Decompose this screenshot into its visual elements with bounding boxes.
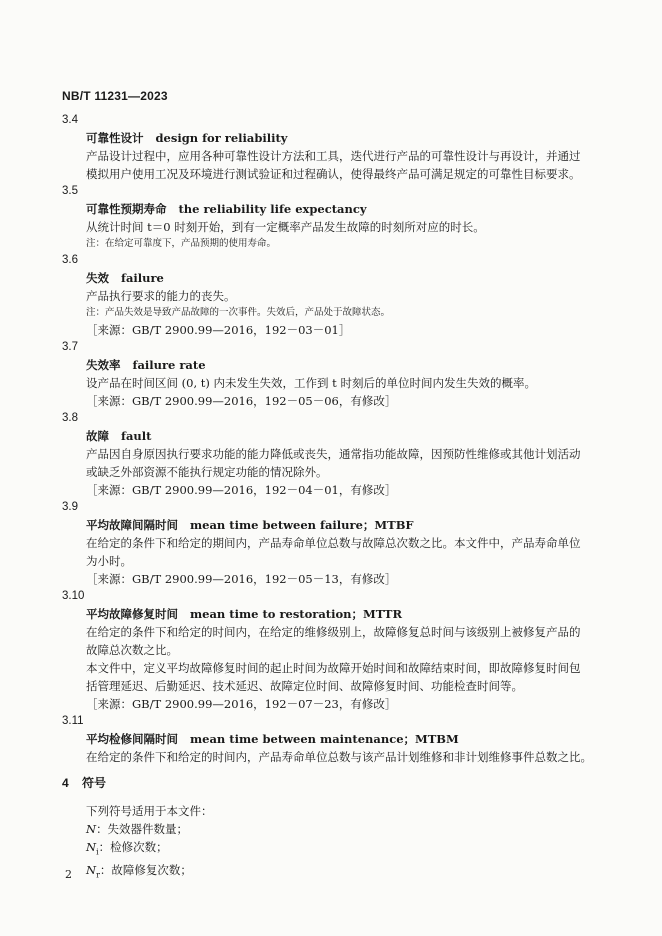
source-reference: ［来源：GB/T 2900.99—2016，192－05－06，有修改］ xyxy=(86,394,397,408)
symbol-definition xyxy=(62,861,602,884)
page-number: 2 xyxy=(65,868,72,881)
term-heading xyxy=(62,129,602,147)
note-text: 注：产品失效是导致产品故障的一次事件。失效后，产品处于故障状态。 xyxy=(86,307,391,318)
term-heading xyxy=(62,200,602,218)
term-entry xyxy=(62,499,602,588)
definition-line: 在给定的条件下和给定的时间内，产品寿命单位总数与该产品计划维修和非计划维修事件总数之比。 xyxy=(86,750,592,764)
term-chinese: 平均检修间隔时间 xyxy=(86,732,178,746)
symbol-description: ：故障修复次数； xyxy=(99,863,192,878)
term-chinese: 可靠性预期寿命 xyxy=(86,202,167,216)
term-heading xyxy=(62,427,602,445)
term-entry xyxy=(62,410,602,499)
symbol-subscript: r xyxy=(96,870,100,880)
entry-number: 3.11 xyxy=(62,715,84,727)
definition-line: 本文件中，定义平均故障修复时间的起止时间为故障开始时间和故障结束时间，即故障修复时间包 xyxy=(86,661,581,675)
term-heading xyxy=(62,730,602,748)
term-entry xyxy=(62,713,602,766)
symbol-definition xyxy=(62,820,602,838)
term-english: design for reliability xyxy=(155,131,288,145)
symbol-letter: N xyxy=(86,822,97,836)
term-entry xyxy=(62,588,602,713)
entry-number: 3.9 xyxy=(62,501,78,513)
entry-number: 3.10 xyxy=(62,590,85,602)
symbol-letter: N xyxy=(86,863,97,878)
entry-number: 3.5 xyxy=(62,185,78,197)
definition-line: 模拟用户使用工况及环境进行测试验证和过程确认，使得最终产品可满足规定的可靠性目标要求。 xyxy=(86,167,581,181)
term-heading xyxy=(62,605,602,623)
term-english: fault xyxy=(121,429,152,443)
section-heading xyxy=(62,774,602,792)
definition-line: 故障总次数之比。 xyxy=(86,643,178,657)
definition-line: 设产品在时间区间 (0, t) 内未发生失效，工作到 t 时刻后的单位时间内发生失效的概率。 xyxy=(86,376,536,390)
term-english: failure xyxy=(121,271,164,285)
term-english: the reliability life expectancy xyxy=(178,202,367,216)
term-english: mean time between maintenance；MTBM xyxy=(190,732,459,746)
term-english: mean time to restoration；MTTR xyxy=(190,607,403,621)
definition-line: 在给定的条件下和给定的期间内，产品寿命单位总数与故障总次数之比。本文件中，产品寿命单位 xyxy=(86,536,581,550)
symbol-description: ：检修次数； xyxy=(98,840,168,854)
section-title: 符号 xyxy=(82,776,107,790)
term-chinese: 平均故障间隔时间 xyxy=(86,518,178,532)
term-chinese: 平均故障修复时间 xyxy=(86,607,178,621)
definition-line: 从统计时间 t＝0 时刻开始，到有一定概率产品发生故障的时刻所对应的时长。 xyxy=(86,220,485,234)
definition-line: 产品执行要求的能力的丧失。 xyxy=(86,289,236,303)
definition-line: 产品设计过程中，应用各种可靠性设计方法和工具，迭代进行产品的可靠性设计与再设计，并通过 xyxy=(86,149,581,163)
symbol-definition xyxy=(62,838,602,861)
definition-line: 产品因自身原因执行要求功能的能力降低或丧失，通常指功能故障，因预防性维修或其他计划活动 xyxy=(86,447,581,461)
term-entry xyxy=(62,112,602,183)
term-chinese: 可靠性设计 xyxy=(86,131,144,145)
symbol-subscript: i xyxy=(96,847,99,857)
term-heading xyxy=(62,269,602,287)
definition-line: 括管理延迟、后勤延迟、技术延迟、故障定位时间、故障修复时间、功能检查时间等。 xyxy=(86,679,523,693)
standard-number: NB/T 11231—2023 xyxy=(62,89,168,103)
entry-number: 3.4 xyxy=(62,114,78,126)
term-entry xyxy=(62,339,602,410)
note-text: 注：在给定可靠度下，产品预期的使用寿命。 xyxy=(86,238,277,249)
term-chinese: 失效率 xyxy=(86,358,121,372)
term-entry xyxy=(62,252,602,339)
term-chinese: 失效 xyxy=(86,271,109,285)
section-intro: 下列符号适用于本文件： xyxy=(86,804,213,818)
term-english: mean time between failure；MTBF xyxy=(190,518,414,532)
entry-number: 3.8 xyxy=(62,412,78,424)
source-reference: ［来源：GB/T 2900.99—2016，192－04－01，有修改］ xyxy=(86,483,397,497)
symbol-description: ：失效器件数量； xyxy=(96,822,189,836)
source-reference: ［来源：GB/T 2900.99—2016，192－05－13，有修改］ xyxy=(86,572,397,586)
document-body xyxy=(62,112,602,885)
symbol-letter: N xyxy=(86,840,97,854)
section-number: 4 xyxy=(62,776,69,790)
definition-line: 或缺乏外部资源不能执行规定功能的情况除外。 xyxy=(86,465,328,479)
definition-line: 为小时。 xyxy=(86,554,132,568)
source-reference: ［来源：GB/T 2900.99—2016，192－07－23，有修改］ xyxy=(86,697,397,711)
entry-number: 3.6 xyxy=(62,254,78,266)
term-heading xyxy=(62,516,602,534)
term-heading xyxy=(62,356,602,374)
term-entry xyxy=(62,183,602,252)
definition-line: 在给定的条件下和给定的时间内，在给定的维修级别上，故障修复总时间与该级别上被修复产品的 xyxy=(86,625,581,639)
source-reference: ［来源：GB/T 2900.99—2016，192－03－01］ xyxy=(86,323,351,337)
term-chinese: 故障 xyxy=(86,429,109,443)
term-english: failure rate xyxy=(132,358,206,372)
entry-number: 3.7 xyxy=(62,341,78,353)
